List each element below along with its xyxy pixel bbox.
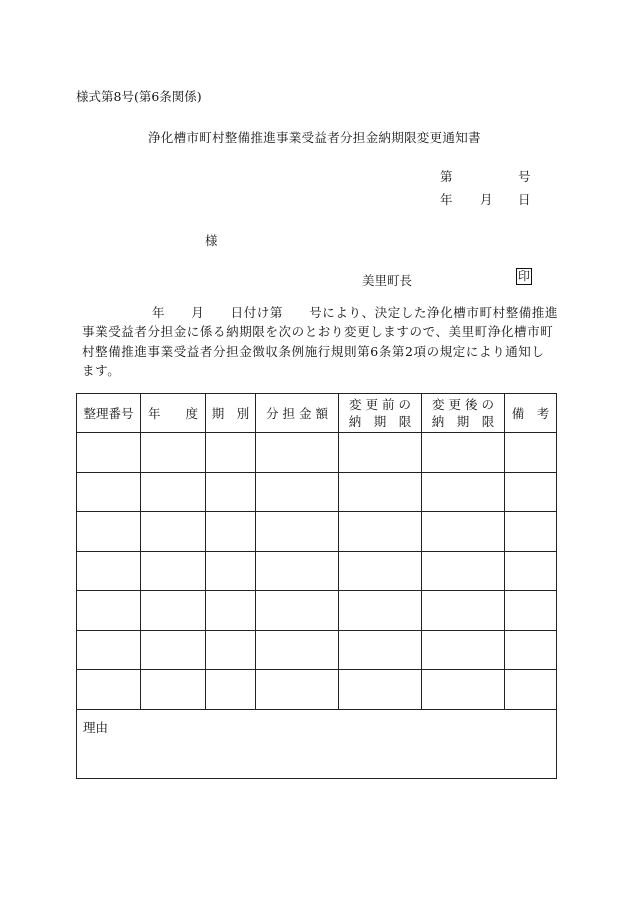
- notice-line-4: ます。: [82, 363, 121, 379]
- reason-row: [77, 709, 557, 778]
- date-year: 年: [440, 192, 453, 207]
- col-header-buntankin-gaku: 分 担 金 額: [256, 394, 339, 433]
- seal-mark: 印: [517, 269, 530, 283]
- addressee-suffix: 様: [205, 233, 218, 248]
- reason-cell: [77, 709, 557, 778]
- col-header-henkou-go: 変 更 後 の 納 期 限: [422, 394, 505, 433]
- notice-line-1: 年 月 日付け第 号により、決定した浄化槽市町村整備推進: [152, 305, 559, 320]
- col-header-nendo: 年 度: [141, 394, 206, 433]
- table-row: [77, 591, 557, 631]
- table-row: [77, 670, 557, 710]
- notice-line-2: 事業受益者分担金に係る納期限を次のとおり変更しますので、美里町浄化槽市町: [82, 324, 554, 340]
- date-day: 日: [518, 192, 531, 207]
- table-row: [77, 512, 557, 552]
- col-header-seiri-bango: 整理番号: [77, 394, 141, 433]
- col-header-bikou: 備 考: [505, 394, 557, 433]
- reason-label: 理由: [83, 719, 109, 735]
- table-row: [77, 630, 557, 670]
- notice-body: [82, 303, 560, 381]
- notice-line-3: 村整備推進事業受益者分担金徴収条例施行規則第6条第2項の規定により通知し: [82, 343, 545, 359]
- change-table: [76, 393, 557, 779]
- table-row: [77, 433, 557, 473]
- col-header-kibetsu: 期 別: [206, 394, 256, 433]
- sender-name: 美里町長: [362, 273, 413, 288]
- table-row: [77, 472, 557, 512]
- document-number-gou: 号: [518, 169, 531, 184]
- form-number: 様式第8号(第6条関係): [76, 89, 202, 104]
- date-month: 月: [480, 192, 493, 207]
- document-title: 浄化槽市町村整備推進事業受益者分担金納期限変更通知書: [148, 130, 481, 145]
- col-header-henkou-mae: 変 更 前 の 納 期 限: [339, 394, 422, 433]
- document-number-dai: 第: [440, 169, 453, 184]
- table-header-row: [77, 394, 557, 433]
- table-row: [77, 551, 557, 591]
